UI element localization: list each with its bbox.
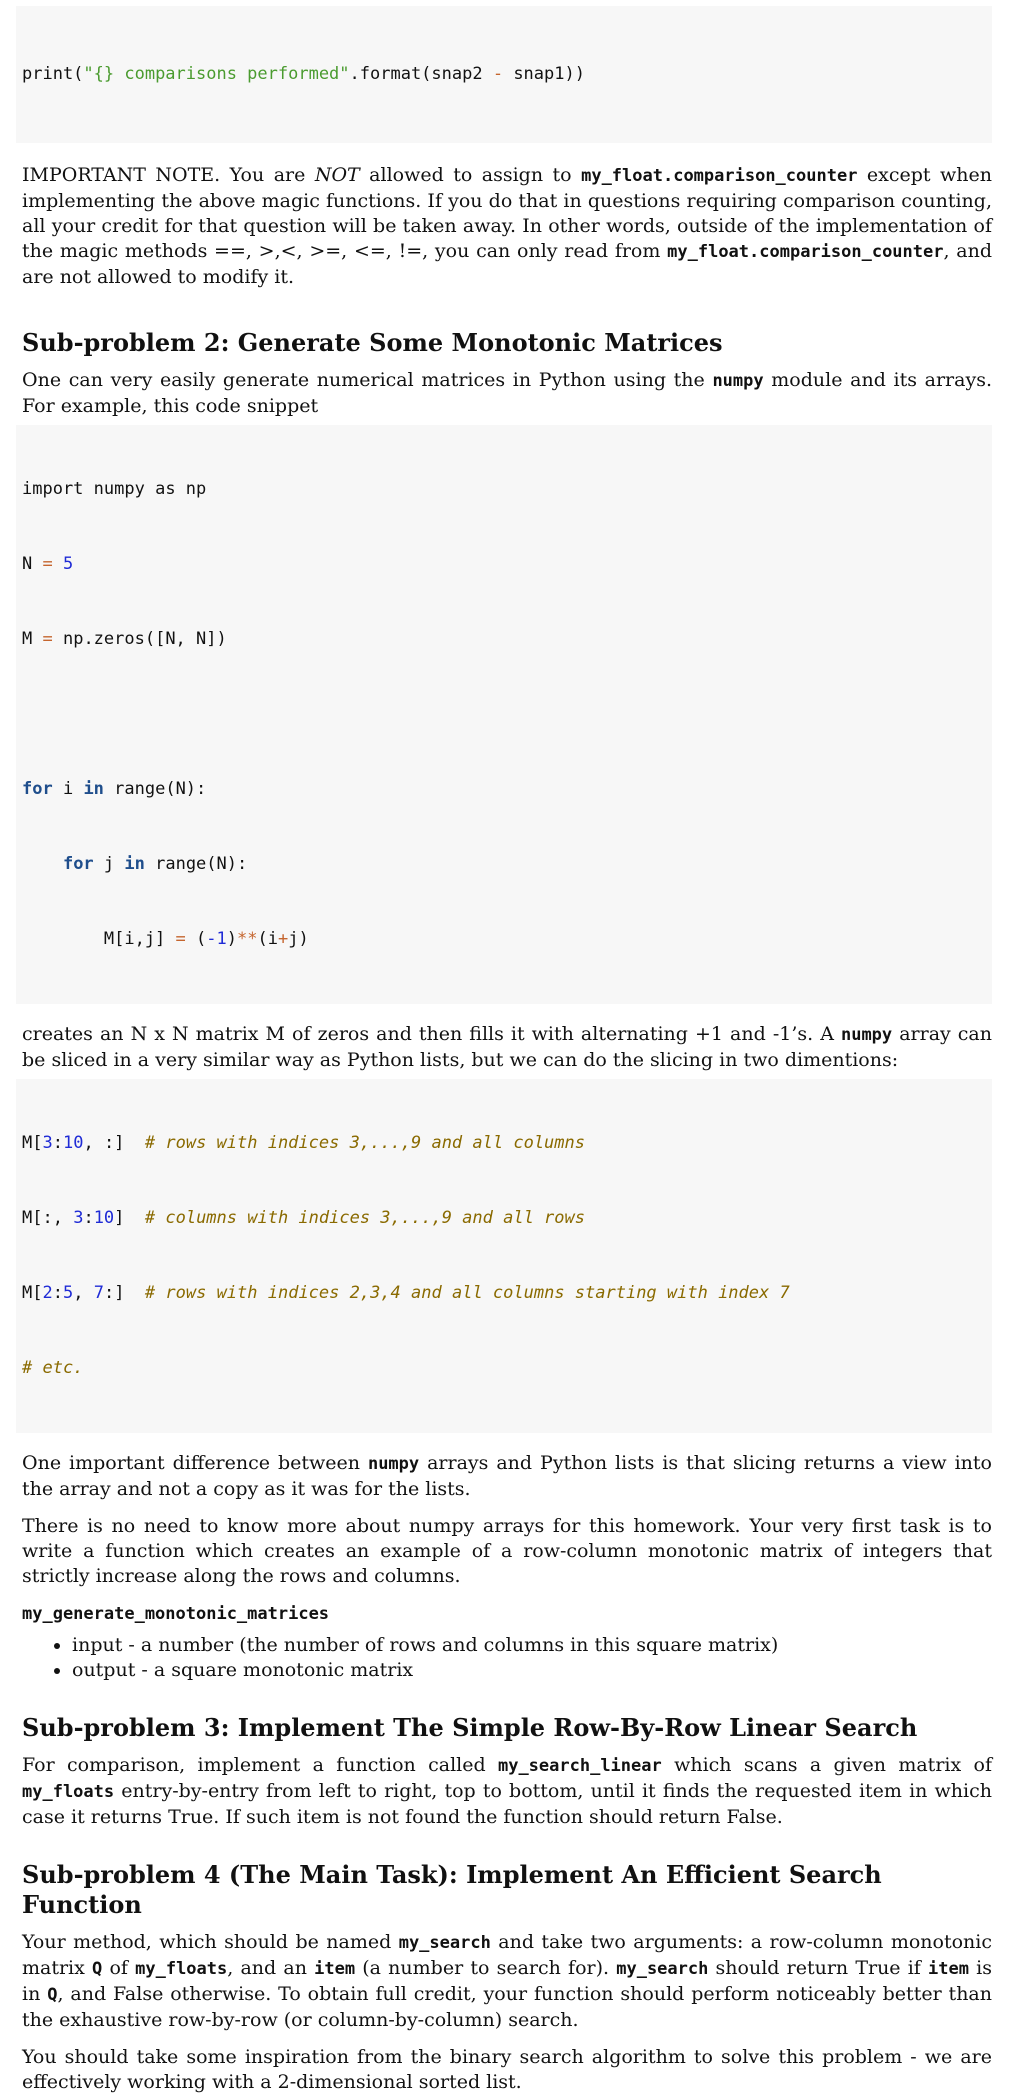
paragraph-text: and take two arguments: a row-column monotonic matrix — [22, 1931, 992, 1979]
code-token: M[ — [22, 1133, 43, 1153]
paragraph-text: array can be sliced in a very similar way as Python lists, but we can do the slicing in two dimentions: — [22, 1023, 992, 1071]
code-token: range(N): — [144, 854, 248, 874]
code-line-blank — [22, 702, 986, 727]
code-line — [22, 477, 986, 502]
inline-code: my_search_linear — [497, 1756, 662, 1776]
code-token: :] — [103, 1283, 145, 1303]
code-token: M[:, — [22, 1208, 74, 1228]
code-token: (i — [257, 929, 278, 949]
code-number: 5 — [62, 1283, 74, 1303]
inline-code: my_floats — [135, 1959, 228, 1979]
function-name — [22, 1601, 992, 1627]
note-text: except when implementing the above magic functions. If you do that in questions requiring comparison counting, all your credit for that question will be taken away. In other words, outside of the implementation of the magic methods ==, >,<, >=, <=, !=, you can only read from — [22, 164, 992, 262]
code-token: N — [22, 554, 43, 574]
inline-code: numpy — [367, 1454, 420, 1474]
code-number: 3 — [42, 1133, 53, 1153]
paragraph — [22, 1451, 992, 1502]
code-token: np — [175, 479, 207, 499]
code-comment: # rows with indices 3,...,9 and all columns — [144, 1133, 585, 1153]
list-item: • output - a square monotonic matrix — [72, 1658, 992, 1683]
inline-code: my_float.comparison_counter — [667, 242, 944, 262]
code-number: 10 — [62, 1133, 84, 1153]
paragraph-text: is in — [22, 1957, 992, 2005]
code-keyword: for — [62, 854, 94, 874]
note-text: , and are not allowed to modify it. — [22, 240, 992, 288]
code-comment: # columns with indices 3,...,9 and all rows — [144, 1208, 585, 1228]
code-token: , :] — [83, 1133, 145, 1153]
code-operator: ** — [237, 929, 258, 949]
code-token: print( — [22, 64, 84, 84]
important-note — [22, 163, 992, 290]
code-number: 2 — [42, 1283, 53, 1303]
code-line — [22, 1206, 986, 1231]
note-text: IMPORTANT NOTE. You are — [22, 164, 315, 186]
code-indent — [22, 854, 63, 874]
paragraph-text: , and an — [227, 1957, 315, 1979]
inline-code: my_search — [398, 1933, 491, 1953]
inline-code: my_float.comparison_counter — [581, 166, 858, 186]
code-line — [22, 552, 986, 577]
paragraph — [22, 1022, 992, 1073]
paragraph — [22, 1753, 992, 1830]
code-token: : — [52, 1133, 63, 1153]
paragraph-text: One important difference between — [22, 1452, 368, 1474]
inline-code: numpy — [712, 371, 764, 391]
paragraph-text: should return True if — [708, 1957, 929, 1979]
code-operator: = — [175, 929, 186, 949]
code-operator: = — [42, 629, 53, 649]
paragraph-text: which scans a given matrix of — [661, 1754, 992, 1776]
inline-code: item — [314, 1959, 356, 1979]
code-line — [22, 62, 986, 87]
code-keyword: for — [22, 779, 53, 799]
code-token: M — [22, 629, 43, 649]
code-number: -1 — [206, 929, 227, 949]
note-text: allowed to assign to — [359, 164, 582, 186]
code-number: 7 — [93, 1283, 104, 1303]
document-page — [22, 6, 992, 2095]
io-bullet-list — [22, 1633, 992, 1683]
paragraph-text: Your method, which should be named — [22, 1931, 399, 1953]
code-token: ( — [185, 929, 207, 949]
code-token: : — [83, 1208, 94, 1228]
code-token: import — [22, 479, 84, 499]
paragraph-text: arrays and Python lists is that slicing returns a view into the array and not a copy as it was for the lists. — [22, 1452, 992, 1500]
code-number: 10 — [93, 1208, 115, 1228]
paragraph-text: (a number to search for). — [355, 1957, 617, 1979]
code-line — [22, 852, 986, 877]
inline-code: item — [928, 1959, 969, 1979]
code-token — [53, 554, 63, 574]
code-token: numpy — [83, 479, 156, 499]
code-comment: # rows with indices 2,3,4 and all columns starting with index 7 — [144, 1283, 790, 1303]
numpy-code-block — [16, 425, 992, 1004]
slicing-code-block — [16, 1079, 992, 1433]
paragraph-text: entry-by-entry from left to right, top to bottom, until it finds the requested item in which case it returns True. If such item is not found the function should return False. — [22, 1780, 992, 1828]
code-keyword: in — [124, 854, 145, 874]
code-operator: = — [42, 554, 53, 574]
paragraph-text: , and False otherwise. To obtain full credit, your function should perform noticeably better than the exhaustive row-by-row (or column-by-column) search. — [22, 1983, 992, 2031]
code-token: ) — [226, 929, 237, 949]
paragraph-text: One can very easily generate numerical matrices in Python using the — [22, 369, 713, 391]
print-code-block — [16, 6, 992, 143]
paragraph — [22, 368, 992, 419]
section-heading-sub2: Sub-problem 2: Generate Some Monotonic Matrices — [22, 328, 723, 357]
code-token: M[ — [22, 1283, 43, 1303]
inline-code: my_floats — [22, 1782, 115, 1802]
code-token: M[i,j] — [22, 929, 176, 949]
code-token: as — [155, 479, 176, 499]
code-keyword: in — [83, 779, 104, 799]
inline-code: Q — [92, 1959, 103, 1979]
code-string: "{} comparisons performed" — [83, 64, 350, 84]
paragraph-text: For comparison, implement a function called — [22, 1754, 498, 1776]
code-comment: # etc. — [22, 1358, 84, 1378]
code-token: ] — [114, 1208, 145, 1228]
code-token: , — [73, 1283, 94, 1303]
list-item: • input - a number (the number of rows and columns in this square matrix) — [72, 1633, 992, 1658]
inline-code: numpy — [840, 1025, 893, 1045]
inline-code: Q — [47, 1985, 58, 2005]
code-line — [22, 1281, 986, 1306]
paragraph: You should take some inspiration from the binary search algorithm to solve this problem - we are effectively working with a 2-dimensional sorted list. — [22, 2046, 992, 2093]
paragraph — [22, 1930, 992, 2033]
code-operator: - — [492, 64, 504, 84]
paragraph-text: module and its arrays. For example, this code snippet — [22, 369, 992, 417]
code-token: .format(snap2 — [349, 64, 493, 84]
section-heading-sub3: Sub-problem 3: Implement The Simple Row-By-Row Linear Search — [22, 1713, 918, 1742]
code-token: j) — [288, 929, 309, 949]
paragraph-text: of — [102, 1957, 136, 1979]
code-token: snap1)) — [503, 64, 585, 84]
code-operator: + — [277, 929, 289, 949]
code-token: i — [52, 779, 84, 799]
inline-code: my_generate_monotonic_matrices — [22, 1604, 330, 1624]
code-line — [22, 777, 986, 802]
code-token: : — [52, 1283, 63, 1303]
paragraph: There is no need to know more about numpy arrays for this homework. Your very first task is to write a function which creates an example of a row-column monotonic matrix of integers that strictly increase along the rows and columns. — [22, 1515, 992, 1587]
code-token: np.zeros([N, N]) — [52, 629, 227, 649]
code-number: 3 — [73, 1208, 84, 1228]
code-line — [22, 1356, 986, 1381]
code-token: range(N): — [103, 779, 207, 799]
section-heading-sub4: Sub-problem 4 (The Main Task): Implement An Efficient Search Function — [22, 1860, 882, 1919]
note-emphasis: NOT — [314, 164, 360, 186]
paragraph-text: creates an N x N matrix M of zeros and then fills it with alternating +1 and -1’s. A — [22, 1023, 841, 1045]
inline-code: my_search — [616, 1959, 709, 1979]
code-line — [22, 927, 986, 952]
code-number: 5 — [62, 554, 74, 574]
code-line — [22, 627, 986, 652]
code-token: j — [93, 854, 125, 874]
code-line — [22, 1131, 986, 1156]
